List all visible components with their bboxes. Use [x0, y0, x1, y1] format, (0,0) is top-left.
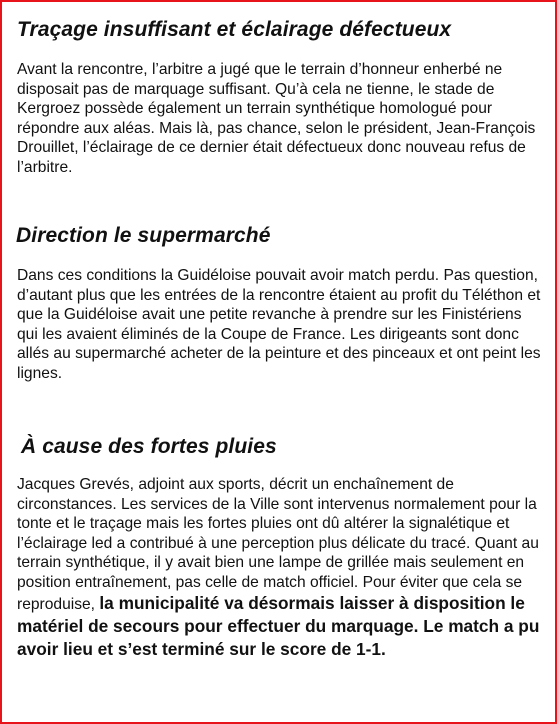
- paragraph-bold-text: la municipalité va désormais laisser à disposition le matériel de secours pour effectuer du marquage. Le match a pu avoir lieu et s’est terminé sur le score de 1-1.: [17, 593, 540, 659]
- section-paragraph: Dans ces conditions la Guidéloise pouvait avoir match perdu. Pas question, d’autant plus que les entrées de la rencontre étaient au profit du Téléthon et que la Guidéloise avait une petite revanche à prendre sur les Finistériens qui les avaient éliminés de la Coupe de France. Les dirigeants sont donc allés au supermarché acheter de la peinture et des pinceaux et ont peint les lignes.: [17, 267, 541, 382]
- section-heading: Traçage insuffisant et éclairage défectueux: [17, 18, 452, 41]
- section-lighting: [17, 17, 543, 177]
- section-rain: [17, 434, 543, 661]
- section-paragraph: [17, 475, 543, 661]
- section-heading: À cause des fortes pluies: [21, 435, 277, 458]
- paragraph-regular-text: Jacques Grevés, adjoint aux sports, décrit un enchaînement de circonstances. Les services de la Ville sont intervenus normalement pour la tonte et le traçage mais les fortes pluies ont dû altérer la signalétique et l’éclairage led a contribué à une perception plus délicate du tracé. Quant au terrain synthétique, il y avait bien une lampe de grillée mais seulement en position entraînement, pas celle de match officiel. Pour éviter que cela se reproduise,: [17, 476, 539, 613]
- section-paragraph: Avant la rencontre, l’arbitre a jugé que le terrain d’honneur enherbé ne disposait pas de marquage suffisant. Qu’à cela ne tienne, le stade de Kergroez possède également un terrain synthétique homologué pour répondre aux aléas. Mais là, pas chance, selon le président, Jean-François Drouillet, l’éclairage de ce dernier était défectueux donc nouveau refus de l’arbitre.: [17, 61, 536, 176]
- section-supermarket: [16, 223, 543, 383]
- section-heading: Direction le supermarché: [16, 224, 271, 247]
